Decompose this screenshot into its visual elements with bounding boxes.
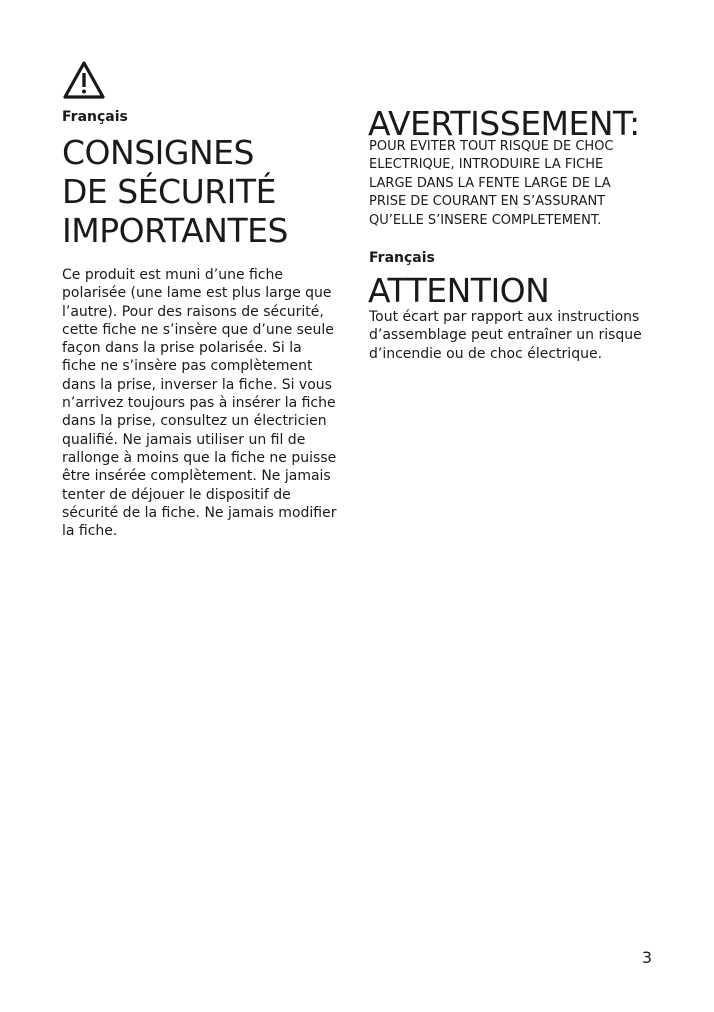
polarized-plug-paragraph <box>62 266 352 540</box>
title-line: CONSIGNES <box>62 133 254 172</box>
text-line: Ce produit est muni d’une fiche <box>62 267 284 283</box>
text-line: polarisée (une lame est plus large que <box>62 285 332 302</box>
warning-paragraph <box>369 138 669 230</box>
warning-heading: AVERTISSEMENT: <box>368 104 640 143</box>
text-line: l’autre). Pour des raisons de sécurité, <box>62 303 324 320</box>
text-line: tenter de déjouer le dispositif de <box>62 486 291 503</box>
text-line: fiche ne s’insère pas complètement <box>62 358 313 375</box>
title-line: IMPORTANTES <box>62 211 288 250</box>
text-line: dans la prise, consultez un électricien <box>62 413 327 430</box>
safety-title <box>62 133 288 250</box>
text-line: d’assemblage peut entraîner un risque <box>369 327 642 344</box>
title-line: DE SÉCURITÉ <box>62 172 276 211</box>
text-line: sécurité de la fiche. Ne jamais modifier <box>62 504 337 521</box>
attention-heading: ATTENTION <box>368 271 550 310</box>
text-line: dans la prise, inverser la fiche. Si vous <box>62 376 332 393</box>
text-line: ELECTRIQUE, INTRODUIRE LA FICHE <box>369 157 604 173</box>
language-label-left: Français <box>62 109 128 125</box>
page-number: 3 <box>641 948 652 967</box>
text-line: LARGE DANS LA FENTE LARGE DE LA <box>369 175 611 191</box>
attention-paragraph <box>369 308 669 363</box>
text-line: PRISE DE COURANT EN S’ASSURANT <box>369 194 606 210</box>
text-line: rallonge à moins que la fiche ne puisse <box>62 449 337 466</box>
text-line: d’incendie ou de choc électrique. <box>369 345 603 362</box>
text-line: qualifié. Ne jamais utiliser un fil de <box>62 431 306 448</box>
text-line: être insérée complètement. Ne jamais <box>62 468 331 485</box>
text-line: QU’ELLE S’INSERE COMPLETEMENT. <box>369 212 602 228</box>
text-line: n’arrivez toujours pas à insérer la fiche <box>62 395 336 412</box>
text-line: POUR EVITER TOUT RISQUE DE CHOC <box>369 139 614 154</box>
warning-triangle-icon <box>62 60 106 100</box>
text-line: la fiche. <box>62 523 118 540</box>
language-label-right: Français <box>369 250 435 266</box>
text-line: façon dans la prise polarisée. Si la <box>62 340 302 357</box>
text-line: Tout écart par rapport aux instructions <box>369 309 640 325</box>
text-line: cette fiche ne s’insère que d’une seule <box>62 321 334 338</box>
